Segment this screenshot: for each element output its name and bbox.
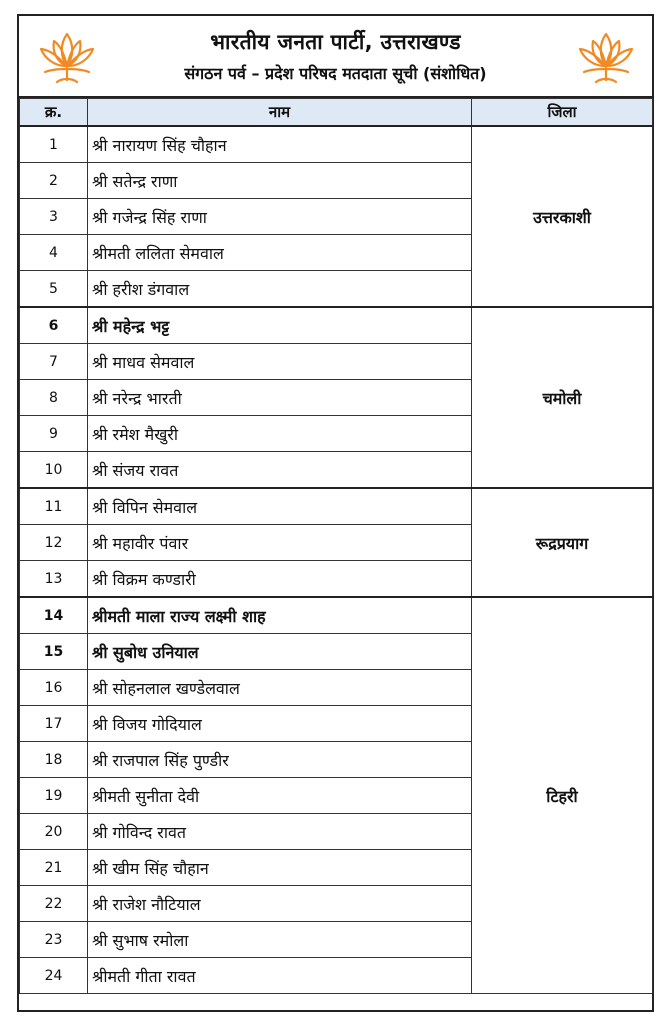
serial-cell: 1 (20, 126, 88, 163)
name-cell: श्री नारायण सिंह चौहान (88, 126, 472, 163)
table-row (20, 307, 653, 344)
serial-cell: 22 (20, 886, 88, 922)
serial-cell: 18 (20, 742, 88, 778)
serial-column-header: क्र. (20, 99, 88, 127)
voter-list-document (17, 14, 654, 1012)
serial-cell: 15 (20, 634, 88, 670)
voter-table (19, 98, 653, 994)
serial-cell: 14 (20, 597, 88, 634)
name-cell: श्री सोहनलाल खण्डेलवाल (88, 670, 472, 706)
serial-cell: 17 (20, 706, 88, 742)
name-cell: श्री विपिन सेमवाल (88, 488, 472, 525)
serial-cell: 19 (20, 778, 88, 814)
serial-cell: 5 (20, 271, 88, 308)
name-cell: श्री संजय रावत (88, 452, 472, 489)
name-cell: श्री गजेन्द्र सिंह राणा (88, 199, 472, 235)
name-cell: श्री सतेन्द्र राणा (88, 163, 472, 199)
serial-cell: 10 (20, 452, 88, 489)
serial-cell: 3 (20, 199, 88, 235)
name-cell: श्रीमती गीता रावत (88, 958, 472, 994)
district-cell: रूद्रप्रयाग (472, 488, 653, 597)
serial-cell: 2 (20, 163, 88, 199)
name-cell: श्री सुभाष रमोला (88, 922, 472, 958)
name-cell: श्री महेन्द्र भट्ट (88, 307, 472, 344)
table-header-row (20, 99, 653, 127)
district-cell: चमोली (472, 307, 653, 488)
serial-cell: 8 (20, 380, 88, 416)
serial-cell: 21 (20, 850, 88, 886)
name-cell: श्री सुबोध उनियाल (88, 634, 472, 670)
table-row (20, 126, 653, 163)
name-cell: श्री राजपाल सिंह पुण्डीर (88, 742, 472, 778)
serial-cell: 20 (20, 814, 88, 850)
name-cell: श्री खीम सिंह चौहान (88, 850, 472, 886)
name-cell: श्रीमती माला राज्य लक्ष्मी शाह (88, 597, 472, 634)
serial-cell: 6 (20, 307, 88, 344)
district-cell: उत्तरकाशी (472, 126, 653, 307)
document-subtitle: संगठन पर्व – प्रदेश परिषद मतदाता सूची (संशोधित) (184, 64, 487, 83)
serial-cell: 13 (20, 561, 88, 598)
name-column-header: नाम (88, 99, 472, 127)
document-header (19, 16, 652, 98)
serial-cell: 4 (20, 235, 88, 271)
name-cell: श्री हरीश डंगवाल (88, 271, 472, 308)
serial-cell: 12 (20, 525, 88, 561)
name-cell: श्री विक्रम कण्डारी (88, 561, 472, 598)
table-body (20, 126, 653, 994)
name-cell: श्री गोविन्द रावत (88, 814, 472, 850)
name-cell: श्री विजय गोदियाल (88, 706, 472, 742)
name-cell: श्री महावीर पंवार (88, 525, 472, 561)
document-title: भारतीय जनता पार्टी, उत्तराखण्ड (210, 30, 461, 54)
serial-cell: 7 (20, 344, 88, 380)
serial-cell: 24 (20, 958, 88, 994)
district-cell: टिहरी (472, 597, 653, 994)
serial-cell: 23 (20, 922, 88, 958)
serial-cell: 16 (20, 670, 88, 706)
name-cell: श्रीमती ललिता सेमवाल (88, 235, 472, 271)
name-cell: श्री राजेश नौटियाल (88, 886, 472, 922)
name-cell: श्री रमेश मैखुरी (88, 416, 472, 452)
table-row (20, 488, 653, 525)
district-column-header: जिला (472, 99, 653, 127)
name-cell: श्रीमती सुनीता देवी (88, 778, 472, 814)
serial-cell: 9 (20, 416, 88, 452)
table-row (20, 597, 653, 634)
name-cell: श्री माधव सेमवाल (88, 344, 472, 380)
serial-cell: 11 (20, 488, 88, 525)
name-cell: श्री नरेन्द्र भारती (88, 380, 472, 416)
